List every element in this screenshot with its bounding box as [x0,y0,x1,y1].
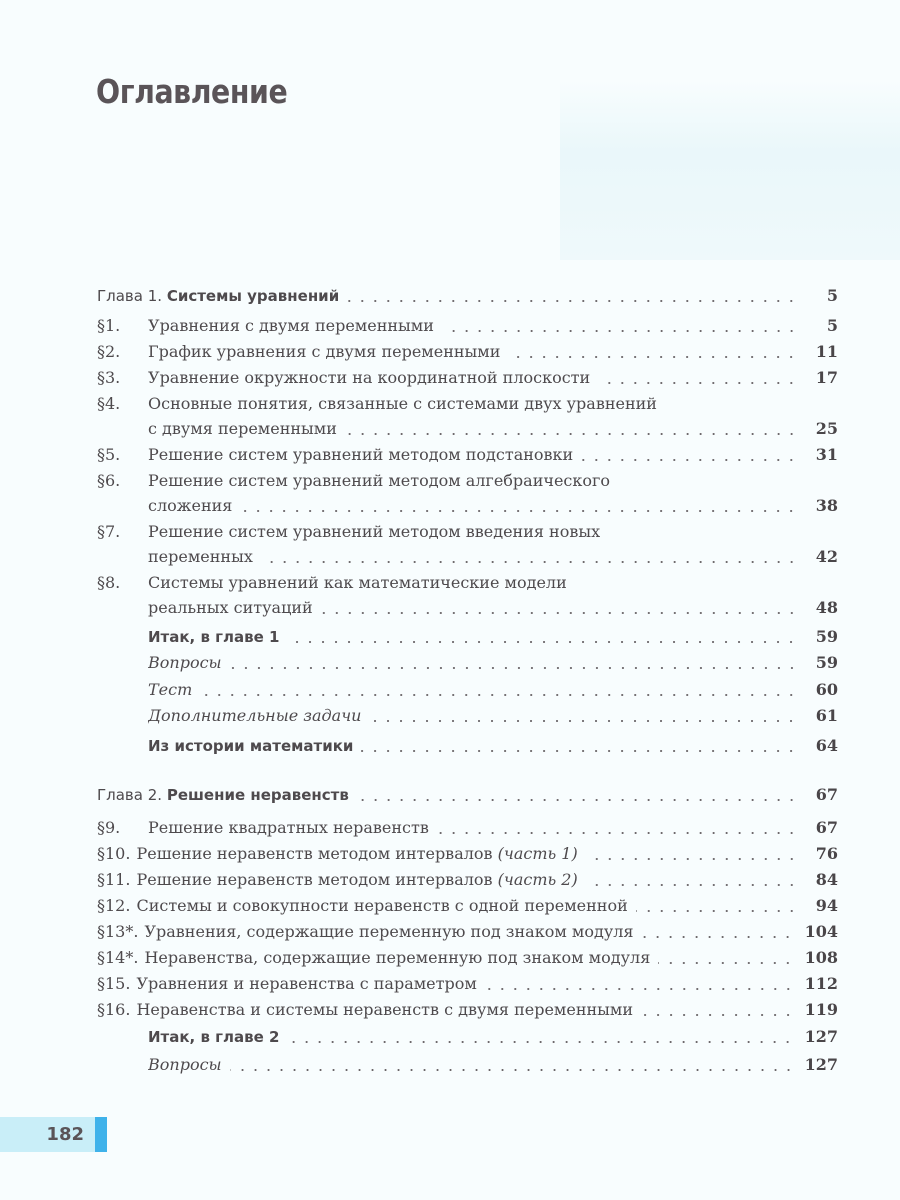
toc-section-4[interactable] [97,388,838,414]
extra-title: Вопросы [148,1055,222,1074]
page-ref: 5 [826,316,838,335]
extra-title: Из истории математики [148,737,354,755]
section-number: §6. [97,471,121,490]
page-ref: 38 [815,496,838,515]
dot-leader [200,694,798,696]
toc-test-1[interactable] [148,674,838,700]
section-number: §8. [97,573,121,592]
section-number: §5. [97,445,121,464]
section-title [136,844,577,864]
section-number: §3. [97,368,121,387]
section-number: §1. [97,316,121,335]
section-title: Системы и совокупности неравенств с одной переменной [136,896,628,915]
page-ref: 127 [804,1027,838,1046]
toc-extra-problems-1[interactable] [148,700,838,726]
dot-leader [345,433,798,435]
dot-leader [230,1069,795,1071]
toc-section-10[interactable] [97,838,838,864]
page-ref: 64 [815,736,838,755]
dot-leader [369,720,798,722]
page-ref: 67 [815,785,838,804]
toc-section-1[interactable] [97,310,838,336]
toc-section-7-cont[interactable] [148,541,838,567]
page-ref: 119 [804,1000,838,1019]
extra-title: Дополнительные задачи [148,706,362,725]
extra-title: Тест [148,680,193,699]
dot-leader [641,1014,795,1016]
section-title: Уравнение окружности на координатной плоскости [148,368,591,387]
page-ref: 42 [815,547,838,566]
section-title: Основные понятия, связанные с системами двух уравнений [148,394,657,413]
page-ref: 59 [815,627,838,646]
page-ref: 94 [815,896,838,915]
dot-leader [347,300,798,302]
extra-title: Итак, в главе 2 [148,1028,280,1046]
dot-leader [641,936,794,938]
page-ref: 17 [815,368,838,387]
page-ref: 104 [804,922,838,941]
toc-chapter-2[interactable] [97,779,838,805]
dot-leader [230,667,798,669]
section-title: Уравнения с двумя переменными [148,316,434,335]
section-title-cont: реальных ситуаций [148,598,313,617]
page-ref: 59 [815,653,838,672]
show-through-shading [560,80,900,260]
dot-leader [321,612,798,614]
toc-questions-2[interactable] [148,1049,838,1075]
toc-questions-1[interactable] [148,647,838,673]
dot-leader [658,962,794,964]
toc-chapter-1[interactable] [97,280,838,306]
page-ref: 84 [815,870,838,889]
toc-section-8-cont[interactable] [148,592,838,618]
page-ref: 48 [815,598,838,617]
page-ref: 112 [804,974,838,993]
page-ref: 76 [815,844,838,863]
page-ref: 127 [804,1055,838,1074]
section-number: §2. [97,342,121,361]
dot-leader [485,988,795,990]
section-number: §15. [97,974,131,993]
toc-history-1[interactable] [148,730,838,756]
section-number: §11. [97,870,131,889]
dot-leader [240,510,798,512]
page-number-tab-stripe [95,1117,107,1152]
chapter-label [97,286,339,306]
dot-leader [581,459,798,461]
dot-leader [442,330,798,332]
toc-section-16[interactable] [97,994,838,1020]
chapter-prefix: Глава 2. [97,786,163,804]
section-number: §12. [97,896,131,915]
page-ref: 61 [815,706,838,725]
section-title: Системы уравнений как математические модели [148,573,567,592]
dot-leader [598,382,798,384]
section-part: (часть 2) [497,870,578,889]
dot-leader [261,561,798,563]
page-ref: 67 [815,818,838,837]
section-title-main: Решение неравенств методом интервалов [136,844,493,863]
page-ref: 60 [815,680,838,699]
toc-section-13[interactable] [97,916,838,942]
extra-title: Вопросы [148,653,222,672]
toc-section-15[interactable] [97,968,838,994]
toc-section-9[interactable] [97,812,838,838]
section-number: §9. [97,818,121,837]
section-title: График уравнения с двумя переменными [148,342,501,361]
dot-leader [437,832,798,834]
chapter-label [97,785,349,805]
section-title-main: Решение неравенств методом интервалов [136,870,493,889]
section-title-cont: сложения [148,496,233,515]
page-ref: 25 [815,419,838,438]
toc-section-3[interactable] [97,362,838,388]
toc-section-8[interactable] [97,567,838,593]
section-title: Неравенства, содержащие переменную под знаком модуля [144,948,651,967]
section-number: §4. [97,394,121,413]
chapter-title: Системы уравнений [166,287,340,305]
section-title: Уравнения, содержащие переменную под знаком модуля [144,922,634,941]
dot-leader [508,356,798,358]
dot-leader [357,799,798,801]
section-number: §13*. [97,922,139,941]
page-title: Оглавление [96,72,288,111]
toc-section-11[interactable] [97,864,838,890]
toc-summary-2[interactable] [148,1021,838,1047]
toc-section-2[interactable] [97,336,838,362]
dot-leader [287,1041,794,1043]
page-ref: 108 [804,948,838,967]
section-part: (часть 1) [497,844,578,863]
section-title: Решение систем уравнений методом алгебраического [148,471,611,490]
section-title-cont: переменных [148,547,253,566]
toc-section-12[interactable] [97,890,838,916]
section-number: §16. [97,1000,131,1019]
section-title: Решение систем уравнений методом введения новых [148,522,601,541]
page-ref: 31 [815,445,838,464]
toc-section-4-cont[interactable] [148,413,838,439]
toc-section-6-cont[interactable] [148,490,838,516]
toc-section-7[interactable] [97,516,838,542]
section-title: Решение квадратных неравенств [148,818,429,837]
chapter-prefix: Глава 1. [97,287,163,305]
chapter-title: Решение неравенств [166,786,349,804]
section-title: Неравенства и системы неравенств с двумя переменными [136,1000,633,1019]
dot-leader [361,750,798,752]
toc-summary-1[interactable] [148,621,838,647]
dot-leader [287,641,798,643]
section-title-cont: с двумя переменными [148,419,337,438]
dot-leader [586,884,798,886]
dot-leader [586,858,798,860]
dot-leader [636,910,798,912]
page-ref: 5 [826,286,838,305]
toc-section-5[interactable] [97,439,838,465]
section-number: §14*. [97,948,139,967]
section-number: §7. [97,522,121,541]
section-title: Решение систем уравнений методом подстановки [148,445,574,464]
page-number: 182 [46,1124,84,1145]
toc-section-14[interactable] [97,942,838,968]
page-ref: 11 [815,342,838,361]
section-title [136,870,577,890]
section-title: Уравнения и неравенства с параметром [136,974,477,993]
section-number: §10. [97,844,131,863]
extra-title: Итак, в главе 1 [148,628,280,646]
toc-section-6[interactable] [97,465,838,491]
